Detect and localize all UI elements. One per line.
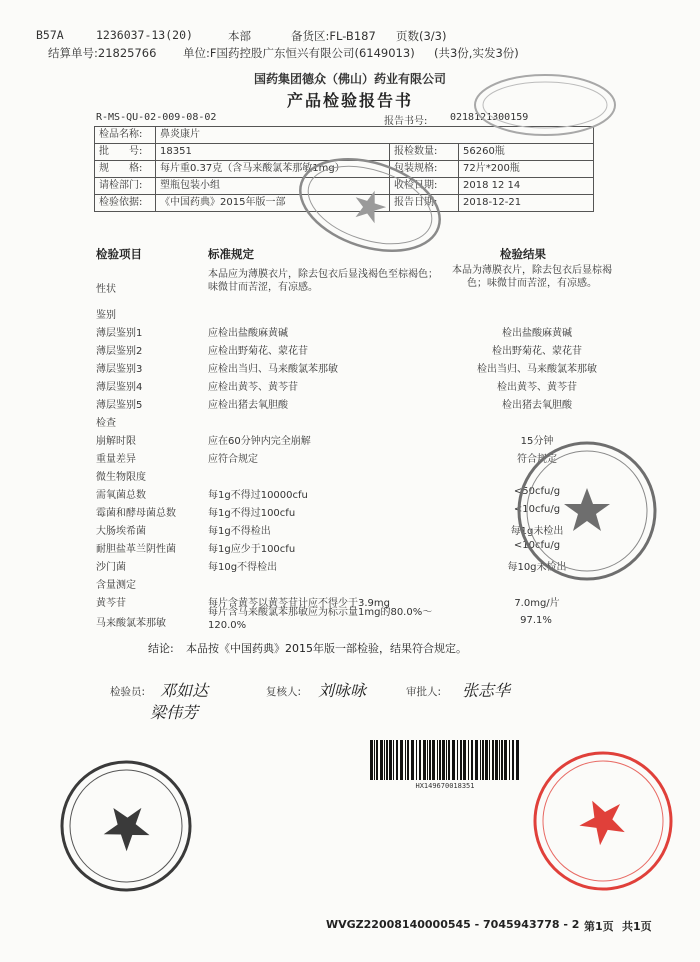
barcode-bar [471, 740, 473, 780]
qty-label: 报检数量: [390, 144, 459, 161]
barcode-bar [492, 740, 494, 780]
barcode-bar [463, 740, 466, 780]
test-result: 符合规定 [517, 454, 557, 465]
test-standard: 每10g不得检出 [208, 562, 278, 573]
test-item-name: 微生物限度 [96, 472, 146, 483]
report-no: 0218121300159 [450, 112, 529, 123]
test-item-name: 薄层鉴别4 [96, 382, 143, 393]
test-result: <10cfu/g [513, 540, 561, 551]
dept-value: 塑瓶包装小组 [156, 178, 390, 195]
report-date-value: 2018-12-21 [459, 195, 594, 212]
barcode-bar [427, 740, 428, 780]
barcode-bar [405, 740, 406, 780]
barcode-bar [512, 740, 514, 780]
barcode-bar [384, 740, 385, 780]
inspector-signature: 邓如达 [160, 681, 209, 700]
test-item-name: 薄层鉴别2 [96, 346, 143, 357]
test-standard: 应检出盐酸麻黄碱 [208, 328, 288, 339]
inspector2-signature: 梁伟芳 [150, 703, 199, 722]
barcode-bar [475, 740, 478, 780]
barcode-bar [482, 740, 484, 780]
col-result-heading: 检验结果 [500, 247, 546, 261]
recv-label: 收检日期: [390, 178, 459, 195]
test-item-name: 重量差异 [96, 454, 136, 465]
barcode-bar [442, 740, 445, 780]
basis-label: 检验依据: [95, 195, 156, 212]
test-result: 检出猪去氧胆酸 [502, 400, 572, 411]
barcode-bar [393, 740, 394, 780]
col-item-heading: 检验项目 [96, 247, 142, 261]
spec-value: 每片重0.37克（含马来酸氯苯那敏1mg） [156, 161, 390, 178]
test-result: 检出黄芩、黄芩苷 [497, 382, 577, 393]
test-standard: 每1g应少于100cfu [208, 544, 296, 555]
header-code: B57A [36, 28, 64, 42]
barcode-bar [480, 740, 481, 780]
barcode-bar [432, 740, 435, 780]
report-no-label: 报告书号: [384, 116, 428, 127]
barcode-bar [437, 740, 438, 780]
test-item-name: 薄层鉴别5 [96, 400, 143, 411]
test-item-name: 沙门菌 [96, 562, 126, 573]
approver-label: 审批人: [406, 686, 442, 698]
barcode-bar [374, 740, 375, 780]
test-item-name: 耐胆盐革兰阴性菌 [96, 544, 176, 555]
barcode-bar [460, 740, 462, 780]
test-standard: 应符合规定 [208, 454, 258, 465]
header-copies: (共3份,实发3份) [434, 46, 519, 60]
barcode-bar [386, 740, 388, 780]
hengxing-medical-seal [512, 436, 662, 586]
test-item-name: 鉴别 [96, 310, 116, 321]
barcode-bar [400, 740, 403, 780]
barcode-bar [452, 740, 455, 780]
test-item-name: 崩解时限 [96, 436, 136, 447]
barcode [368, 740, 522, 782]
header-batch: 1236037-13(20) [96, 28, 193, 42]
report-seal [290, 150, 450, 260]
conclusion-label: 结论: [148, 642, 174, 655]
barcode-bar [389, 740, 392, 780]
doc-code: R-MS-QU-02-009-08-02 [96, 112, 217, 123]
dept-label: 请检部门: [95, 178, 156, 195]
report-date-label: 报告日期: [390, 195, 459, 212]
barcode-bar [429, 740, 431, 780]
test-result: 检出盐酸麻黄碱 [502, 328, 572, 339]
recv-value: 2018 12 14 [459, 178, 594, 195]
character-item: 性状 [96, 284, 116, 295]
barcode-bar [370, 740, 373, 780]
test-item-name: 需氧菌总数 [96, 490, 146, 501]
header-pages: 页数(3/3) [396, 29, 447, 43]
barcode-bar [380, 740, 383, 780]
barcode-bar [396, 740, 398, 780]
test-standard: 每1g不得过100cfu [208, 508, 296, 519]
header-shelf: 备货区:FL-B187 [291, 29, 376, 43]
footer-total: 共1页 [622, 920, 652, 933]
barcode-bar [376, 740, 378, 780]
product-value: 鼻炎康片 [156, 127, 594, 144]
header-unit: 单位:F国药控股广东恒兴有限公司(6149013) [183, 46, 415, 60]
barcode-bar [499, 740, 500, 780]
test-standard: 应检出当归、马来酸氯苯那敏 [208, 364, 338, 375]
pack-label: 包装规格: [390, 161, 459, 178]
test-item-name: 黄芩苷 [96, 598, 126, 609]
test-item-name: 薄层鉴别1 [96, 328, 143, 339]
barcode-bar [446, 740, 447, 780]
chlorphenamine-item: 马来酸氯苯那敏 [96, 618, 166, 629]
test-standard: 应检出猪去氧胆酸 [208, 400, 288, 411]
barcode-bar [439, 740, 441, 780]
barcode-bar [419, 740, 421, 780]
test-standard: 每片含黄芩以黄芩苷计应不得少于3.9mg [208, 598, 390, 609]
inspector-label: 检验员: [110, 686, 146, 698]
test-standard: 每1g不得过10000cfu [208, 490, 308, 501]
barcode-bar [501, 740, 503, 780]
basis-value: 《中国药典》2015年版一部 [156, 195, 390, 212]
reviewer-label: 复核人: [266, 686, 302, 698]
header-dept: 本部 [228, 29, 251, 43]
barcode-bar [457, 740, 458, 780]
product-label: 检品名称: [95, 127, 156, 144]
character-standard: 本品应为薄膜衣片，除去包衣后显浅褐色至棕褐色；味微甘而苦涩，有凉感。 [208, 269, 438, 293]
test-result: 15分钟 [520, 436, 554, 447]
test-result: 检出野菊花、蒙花苷 [492, 346, 582, 357]
test-standard: 应检出野菊花、蒙花苷 [208, 346, 308, 357]
barcode-bar [495, 740, 498, 780]
test-result: 检出当归、马来酸氯苯那敏 [477, 364, 597, 375]
qty-value: 56260瓶 [459, 144, 594, 161]
test-item-name: 霉菌和酵母菌总数 [96, 508, 176, 519]
batch-value: 18351 [156, 144, 390, 161]
barcode-bar [416, 740, 417, 780]
approver-signature: 张志华 [462, 681, 511, 700]
test-standard: 应检出黄芩、黄芩苷 [208, 382, 298, 393]
guangdong-yihao-seal [528, 746, 678, 896]
barcode-bar [516, 740, 519, 780]
character-result: 本品为薄膜衣片，除去包衣后显棕褐色；味微甘而苦涩，有凉感。 [452, 265, 612, 289]
pack-value: 72片*200瓶 [459, 161, 594, 178]
barcode-bar [448, 740, 450, 780]
barcode-bar [423, 740, 426, 780]
test-item-name: 大肠埃希菌 [96, 526, 146, 537]
barcode-bar [468, 740, 469, 780]
barcode-bar [509, 740, 510, 780]
company-name: 国药集团德众（佛山）药业有限公司 [253, 72, 446, 86]
chlorphenamine-result: 97.1% [520, 615, 552, 626]
barcode-bar [485, 740, 488, 780]
header-settlement: 结算单号:21825766 [48, 46, 157, 60]
test-item-name: 检查 [96, 418, 116, 429]
barcode-bar [489, 740, 490, 780]
batch-label: 批 号: [95, 144, 156, 161]
test-result: 7.0mg/片 [514, 598, 560, 609]
test-standard: 每1g不得检出 [208, 526, 271, 537]
col-standard-heading: 标准规定 [208, 247, 254, 261]
test-result: <10cfu/g [513, 504, 561, 515]
chlorphenamine-standard: 每片含马来酸氯苯那敏应为标示量1mg的80.0%～120.0% [208, 607, 433, 631]
test-item-name: 薄层鉴别3 [96, 364, 143, 375]
barcode-bar [411, 740, 414, 780]
test-result: 每1g未检出 [510, 526, 564, 537]
quality-dept-seal [470, 70, 620, 140]
barcode-bar [504, 740, 507, 780]
sinopharm-seal [56, 756, 196, 896]
report-title: 产品检验报告书 [286, 91, 413, 110]
test-standard: 应在60分钟内完全崩解 [208, 436, 311, 447]
test-result: 每10g未检出 [507, 562, 567, 573]
footer-page: 第1页 [584, 920, 614, 933]
reviewer-signature: 刘咏咏 [318, 681, 367, 700]
spec-label: 规 格: [95, 161, 156, 178]
barcode-bar [407, 740, 409, 780]
test-item-name: 含量测定 [96, 580, 136, 591]
barcode-number: HX149670018351 [415, 782, 475, 790]
conclusion-text: 本品按《中国药典》2015年版一部检验，结果符合规定。 [186, 642, 467, 655]
test-result: <50cfu/g [513, 486, 561, 497]
footer-code: WVGZ22008140000545 - 7045943778 - 2 [326, 918, 580, 931]
